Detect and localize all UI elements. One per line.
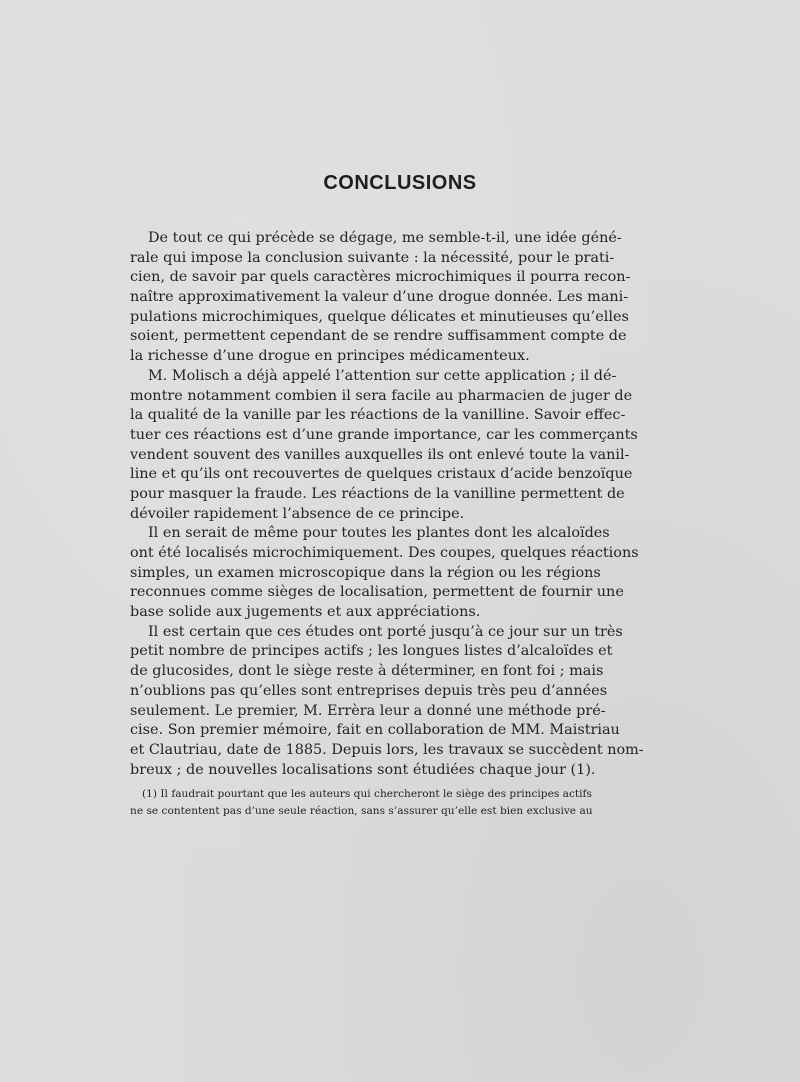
text-line: vendent souvent des vanilles auxquelles ils ont enlevé toute la vanil- [130,446,630,463]
footnote-line: ne se contentent pas d’une seule réaction, sans s’assurer qu’elle est bien exclusive au [130,805,593,817]
text-line: simples, un examen microscopique dans la région ou les régions [130,564,601,581]
text-line: la qualité de la vanille par les réactions de la vanilline. Savoir effec- [130,407,626,424]
text-line: line et qu’ils ont recouvertes de quelques cristaux d’acide benzoïque [130,466,633,483]
text-line: base solide aux jugements et aux appréciations. [130,604,481,621]
text-line: et Clautriau, date de 1885. Depuis lors, les travaux se succèdent nom- [130,741,644,758]
text-line: tuer ces réactions est d’une grande importance, car les commerçants [130,426,638,443]
text-line: cien, de savoir par quels caractères microchimiques il pourra recon- [130,269,631,286]
text-line: soient, permettent cependant de se rendre suffisamment compte de [130,328,627,345]
text-line: De tout ce qui précède se dégage, me semble-t-il, une idée géné- [148,230,622,246]
page-title: CONCLUSIONS [323,172,477,194]
text-line: ont été localisés microchimiquement. Des coupes, quelques réactions [130,545,639,561]
text-line: M. Molisch a déjà appelé l’attention sur cette application ; il dé- [148,367,617,384]
text-line: petit nombre de principes actifs ; les longues listes d’alcaloïdes et [130,643,613,660]
text-line: Il en serait de même pour toutes les plantes dont les alcaloïdes [148,525,610,542]
text-line: pulations microchimiques, quelque délicates et minutieuses qu’elles [130,308,629,325]
body-text [130,229,644,780]
text-line: montre notamment combien il sera facile au pharmacien de juger de [130,387,633,404]
text-line: naître approximativement la valeur d’une drogue donnée. Les mani- [130,289,629,306]
footnote-line: (1) Il faudrait pourtant que les auteurs qui chercheront le siège des principes actifs [142,788,592,800]
text-line: breux ; de nouvelles localisations sont étudiées chaque jour (1). [130,761,596,778]
text-line: dévoiler rapidement l’absence de ce principe. [130,505,465,522]
text-line: la richesse d’une drogue en principes médicamenteux. [130,348,530,365]
text-line: n’oublions pas qu’elles sont entreprises depuis très peu d’années [130,682,608,699]
text-line: seulement. Le premier, M. Errèra leur a donné une méthode pré- [130,702,606,719]
text-line: cise. Son premier mémoire, fait en collaboration de MM. Maistriau [130,722,620,739]
text-line: reconnues comme sièges de localisation, permettent de fournir une [130,584,624,601]
text-line: pour masquer la fraude. Les réactions de la vanilline permettent de [130,485,625,502]
text-line: Il est certain que ces études ont porté jusqu’à ce jour sur un très [148,623,623,640]
footnote [130,786,593,820]
text-line: rale qui impose la conclusion suivante : la nécessité, pour le prati- [130,249,615,266]
text-line: de glucosides, dont le siège reste à déterminer, en font foi ; mais [130,663,604,680]
